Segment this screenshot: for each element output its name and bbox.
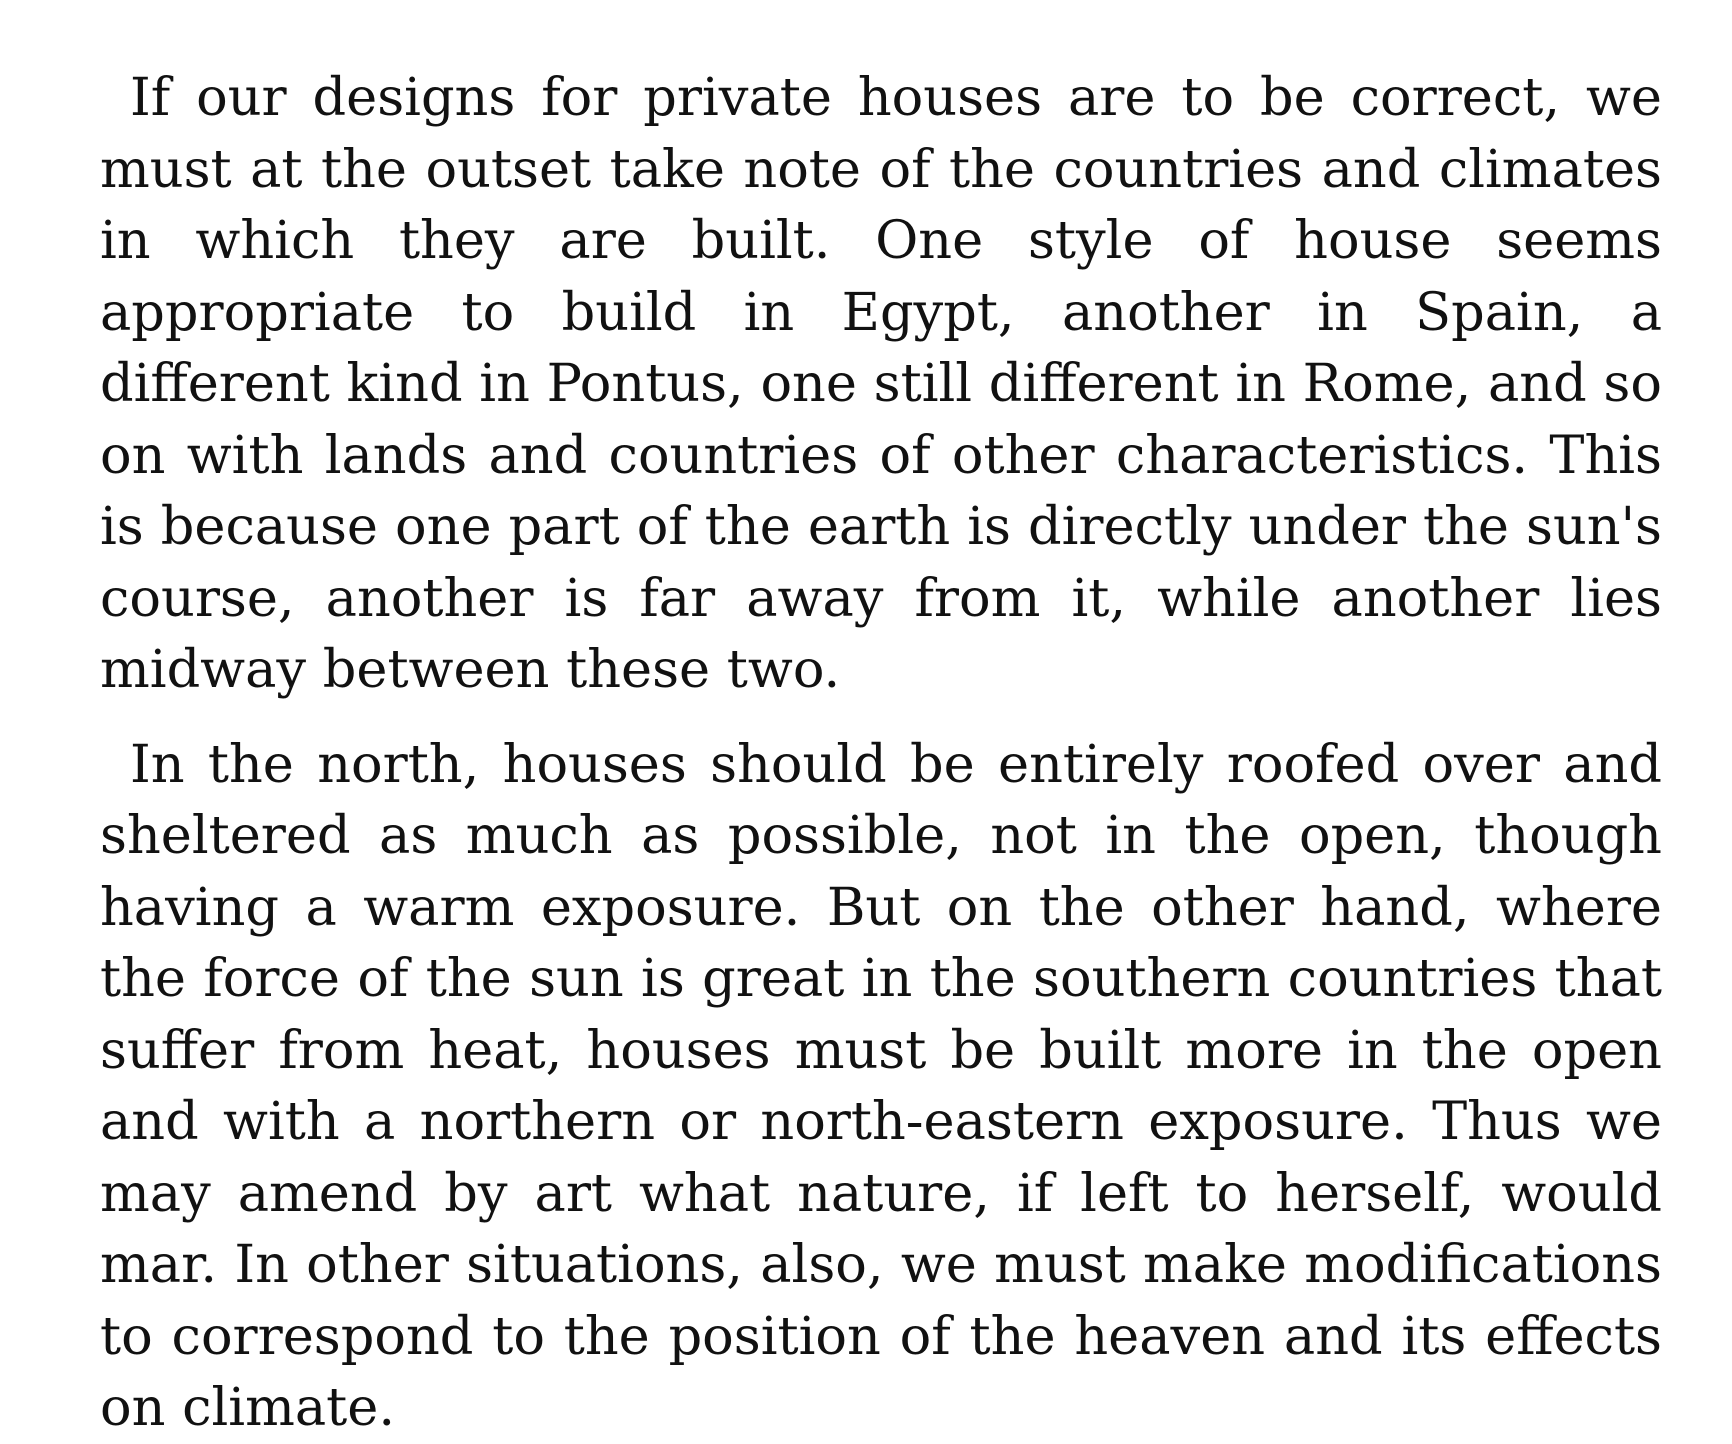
paragraph-north-south-exposure: In the north, houses should be entirely roofed over and sheltered as much as possible, not in the open, though having a warm exposure. But on the other hand, where the force of the sun is great in the southern countries that suffer from heat, houses must be built more in the open and with a northern or north-eastern exposure. Thus we may amend by art what nature, if left to herself, would mar. In other situations, also, we must make modifications to correspond to the position of the heaven and its effects on climate. xyxy=(100,733,1662,1438)
paragraph-private-houses-climate: If our designs for private houses are to be correct, we must at the outset take note of the countries and climates in which they are built. One style of house seems appropriate to build in Egypt, another in Spain, a different kind in Pontus, one still different in Rome, and so on with lands and countries of other characteristics. This is because one part of the earth is directly under the sun's course, another is far away from it, while another lies midway between these two. xyxy=(100,67,1662,700)
document-page xyxy=(100,62,1662,1444)
